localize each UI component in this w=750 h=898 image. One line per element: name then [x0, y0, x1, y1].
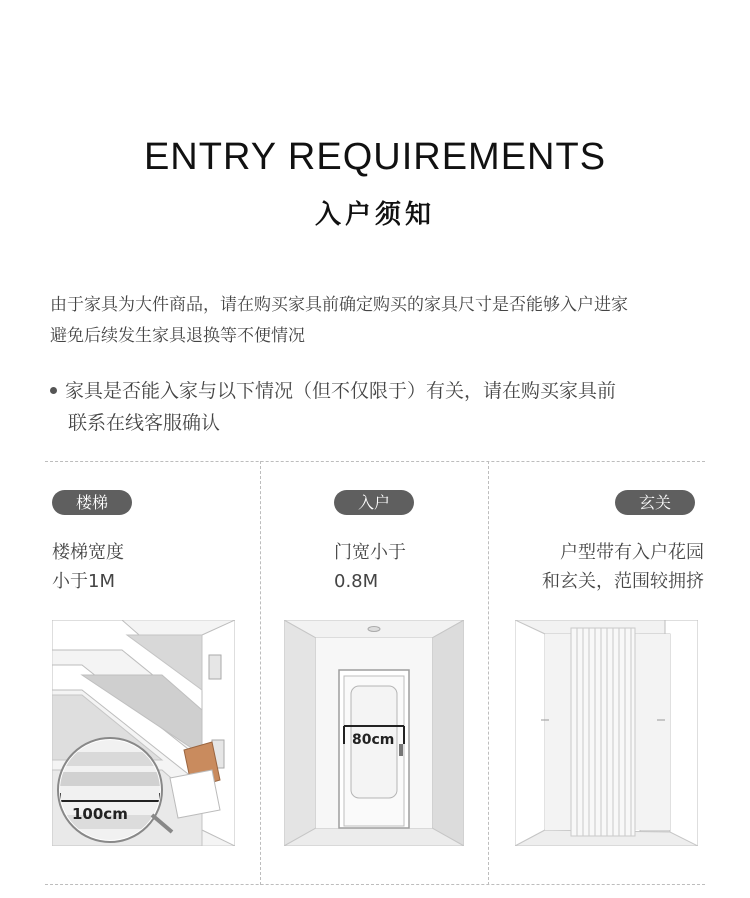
tag-entry: 入户: [334, 490, 414, 515]
intro-line-1: 由于家具为大件商品，请在购买家具前确定购买的家具尺寸是否能够入户进家: [50, 295, 628, 315]
tag-stairs: 楼梯: [52, 490, 132, 515]
page-title-cn: 入户须知: [314, 200, 435, 230]
card-stairs-desc-line-2: 小于1M: [52, 571, 115, 592]
bullet-line-1: 家具是否能入家与以下情况（但不仅限于）有关，请在购买家具前: [65, 380, 617, 402]
bullet-note: [50, 375, 710, 439]
stair-width-icon: [52, 620, 235, 846]
intro-text: [50, 290, 700, 352]
card-foyer-desc-line-1: 户型带有入户花园: [560, 542, 704, 563]
card-entry-desc-line-1: 门宽小于: [334, 542, 406, 563]
bullet-line-2: 联系在线客服确认: [68, 412, 221, 434]
grid-line-top: [45, 461, 705, 462]
card-entry-desc: [334, 538, 406, 596]
card-stairs-desc: [52, 538, 124, 596]
bullet-dot-icon: [50, 387, 57, 394]
door-measure-label: 80cm: [352, 732, 395, 748]
page-title-en: ENTRY REQUIREMENTS: [143, 136, 607, 178]
card-entry-desc-line-2: 0.8M: [334, 571, 379, 592]
grid-divider-2: [488, 461, 489, 885]
stair-measure-label: 100cm: [72, 805, 128, 823]
intro-line-2: 避免后续发生家具退换等不便情况: [50, 326, 305, 346]
card-stairs-desc-line-1: 楼梯宽度: [52, 542, 124, 563]
tag-foyer: 玄关: [615, 490, 695, 515]
narrow-entrance-icon: [515, 620, 698, 846]
card-foyer-desc: [528, 538, 704, 596]
grid-divider-1: [260, 461, 261, 885]
door-width-icon: [284, 620, 464, 846]
grid-line-bottom: [45, 884, 705, 885]
card-foyer-desc-line-2: 和玄关，范围较拥挤: [542, 571, 704, 592]
